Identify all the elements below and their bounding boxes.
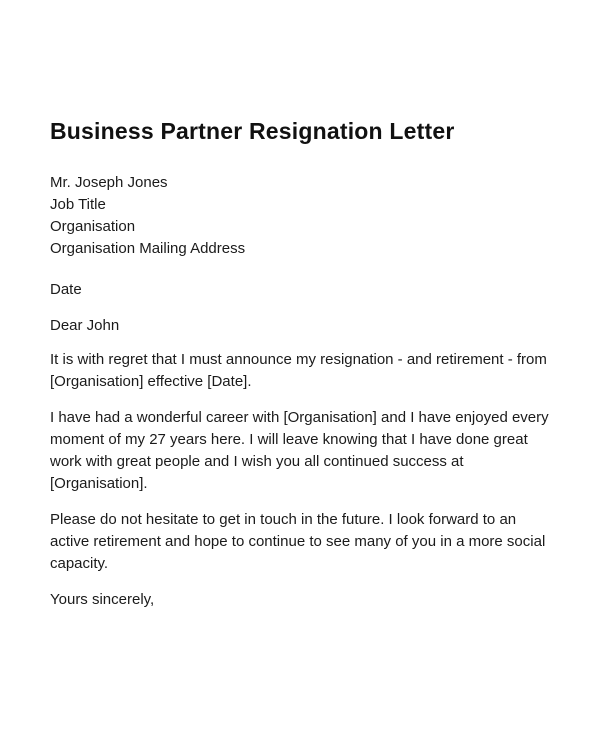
letter-title: Business Partner Resignation Letter [50, 118, 455, 144]
paragraph-career-reflection: I have had a wonderful career with [Organisation] and I have enjoyed every moment of my 27 years here. I will leave knowing that I have done great work with great people and I wish you all continued success at [Organisation]. [50, 408, 549, 492]
paragraph-future-contact: Please do not hesitate to get in touch in the future. I look forward to an active retirement and hope to continue to see many of you in a more social capacity. [50, 510, 546, 572]
date-placeholder: Date [50, 280, 82, 298]
recipient-organisation: Organisation [50, 217, 136, 235]
closing-signoff: Yours sincerely, [50, 590, 155, 608]
recipient-job-title: Job Title [50, 195, 106, 213]
paragraph-resignation-announcement: It is with regret that I must announce my resignation - and retirement - from [Organisation] effective [Date]. [50, 350, 547, 390]
recipient-block [50, 172, 552, 260]
recipient-name: Mr. Joseph Jones [50, 173, 168, 191]
recipient-mailing-address: Organisation Mailing Address [50, 239, 246, 257]
salutation: Dear John [50, 316, 120, 334]
